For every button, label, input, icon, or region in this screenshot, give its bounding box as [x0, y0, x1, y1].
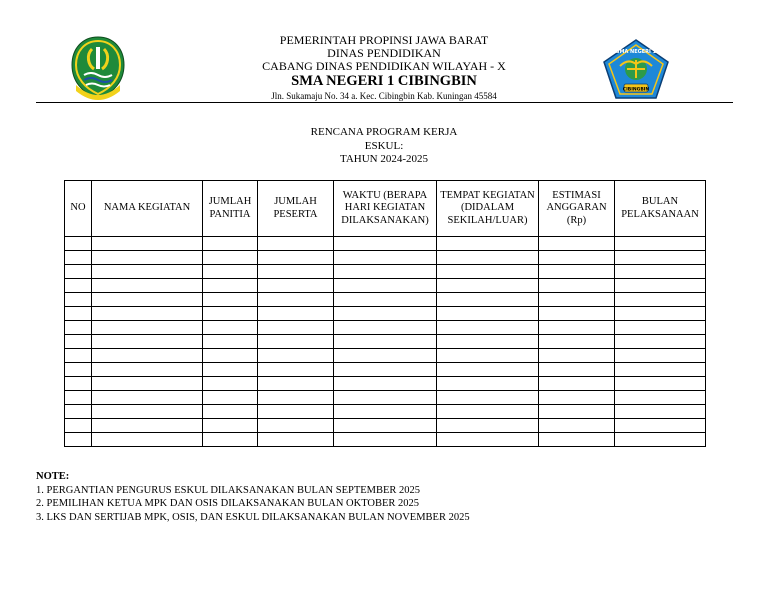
- table-cell[interactable]: [258, 391, 334, 405]
- table-cell[interactable]: [65, 377, 92, 391]
- table-cell[interactable]: [92, 293, 203, 307]
- table-cell[interactable]: [539, 391, 615, 405]
- notes-section: [36, 470, 470, 524]
- table-cell[interactable]: [539, 335, 615, 349]
- table-cell[interactable]: [539, 419, 615, 433]
- table-row: [65, 391, 706, 405]
- table-cell[interactable]: [615, 335, 706, 349]
- table-cell[interactable]: [92, 405, 203, 419]
- table-cell[interactable]: [203, 391, 258, 405]
- table-cell[interactable]: [437, 237, 539, 251]
- table-cell[interactable]: [203, 293, 258, 307]
- table-cell[interactable]: [539, 307, 615, 321]
- table-cell[interactable]: [258, 377, 334, 391]
- table-cell[interactable]: [334, 237, 437, 251]
- table-row: [65, 377, 706, 391]
- table-row: [65, 433, 706, 447]
- table-cell[interactable]: [258, 237, 334, 251]
- table-row: [65, 405, 706, 419]
- table-cell[interactable]: [65, 391, 92, 405]
- table-cell[interactable]: [65, 265, 92, 279]
- table-cell[interactable]: [437, 279, 539, 293]
- table-cell[interactable]: [437, 405, 539, 419]
- table-cell[interactable]: [615, 237, 706, 251]
- table-cell[interactable]: [92, 419, 203, 433]
- table-cell[interactable]: [65, 335, 92, 349]
- table-cell[interactable]: [258, 335, 334, 349]
- table-cell[interactable]: [437, 391, 539, 405]
- table-cell[interactable]: [258, 419, 334, 433]
- table-cell[interactable]: [539, 321, 615, 335]
- table-row: [65, 307, 706, 321]
- table-cell[interactable]: [203, 419, 258, 433]
- table-cell[interactable]: [437, 419, 539, 433]
- table-cell[interactable]: [203, 335, 258, 349]
- table-cell[interactable]: [615, 391, 706, 405]
- logo-right-text-top: SMA NEGERI 1: [615, 49, 657, 55]
- table-row: [65, 321, 706, 335]
- table-cell[interactable]: [539, 279, 615, 293]
- table-cell[interactable]: [334, 307, 437, 321]
- table-cell[interactable]: [92, 377, 203, 391]
- title-line-3: TAHUN 2024-2025: [339, 153, 429, 165]
- table-cell[interactable]: [437, 321, 539, 335]
- table-cell[interactable]: [258, 405, 334, 419]
- table-cell[interactable]: [65, 307, 92, 321]
- table-cell[interactable]: [92, 335, 203, 349]
- table-cell[interactable]: [615, 251, 706, 265]
- column-header-waktu: WAKTU (BERAPA HARI KEGIATAN DILAKSANAKAN): [334, 181, 437, 237]
- table-cell[interactable]: [258, 265, 334, 279]
- table-cell[interactable]: [615, 279, 706, 293]
- table-cell[interactable]: [92, 433, 203, 447]
- table-cell[interactable]: [258, 293, 334, 307]
- table-cell[interactable]: [539, 265, 615, 279]
- table-cell[interactable]: [258, 433, 334, 447]
- table-cell[interactable]: [615, 265, 706, 279]
- table-cell[interactable]: [92, 279, 203, 293]
- table-header-row: [65, 181, 706, 237]
- sman1-cibingbin-emblem-icon: [602, 38, 670, 100]
- letterhead-line-1: PEMERINTAH PROPINSI JAWA BARAT: [279, 33, 489, 47]
- table-cell[interactable]: [258, 307, 334, 321]
- table-cell[interactable]: [203, 405, 258, 419]
- program-table: [64, 180, 706, 447]
- school-name: SMA NEGERI 1 CIBINGBIN: [291, 73, 477, 89]
- title-line-2: ESKUL:: [364, 139, 404, 152]
- table-cell[interactable]: [334, 293, 437, 307]
- table-cell[interactable]: [258, 349, 334, 363]
- table-cell[interactable]: [615, 363, 706, 377]
- note-item: 3. LKS DAN SERTIJAB MPK, OSIS, DAN ESKUL DILAKSANAKAN BULAN NOVEMBER 2025: [36, 511, 470, 523]
- notes-title: NOTE:: [36, 471, 70, 482]
- table-cell[interactable]: [437, 293, 539, 307]
- table-row: [65, 363, 706, 377]
- table-cell[interactable]: [203, 265, 258, 279]
- letterhead-line-2: DINAS PENDIDIKAN: [327, 46, 441, 60]
- table-cell[interactable]: [203, 237, 258, 251]
- table-cell[interactable]: [334, 377, 437, 391]
- table-cell[interactable]: [437, 335, 539, 349]
- table-cell[interactable]: [65, 349, 92, 363]
- table-cell[interactable]: [92, 251, 203, 265]
- table-cell[interactable]: [65, 237, 92, 251]
- table-row: [65, 251, 706, 265]
- letterhead: [180, 34, 588, 102]
- table-cell[interactable]: [539, 405, 615, 419]
- table-cell[interactable]: [539, 363, 615, 377]
- note-item: 1. PERGANTIAN PENGURUS ESKUL DILAKSANAKAN BULAN SEPTEMBER 2025: [36, 484, 421, 496]
- table-cell[interactable]: [615, 349, 706, 363]
- table-row: [65, 419, 706, 433]
- table-cell[interactable]: [92, 237, 203, 251]
- logo-right-text-bottom: CIBINGBIN: [622, 87, 650, 93]
- table-cell[interactable]: [437, 307, 539, 321]
- table-cell[interactable]: [615, 321, 706, 335]
- table-cell[interactable]: [334, 279, 437, 293]
- letterhead-line-3: CABANG DINAS PENDIDIKAN WILAYAH - X: [262, 59, 506, 73]
- table-cell[interactable]: [92, 391, 203, 405]
- column-header-no: NO: [65, 181, 92, 237]
- table-cell[interactable]: [334, 363, 437, 377]
- table-row: [65, 265, 706, 279]
- table-cell[interactable]: [258, 321, 334, 335]
- table-cell[interactable]: [615, 419, 706, 433]
- table-cell[interactable]: [615, 433, 706, 447]
- table-cell[interactable]: [203, 307, 258, 321]
- column-header-jumlah-peserta: JUMLAH PESERTA: [258, 181, 334, 237]
- table-cell[interactable]: [203, 349, 258, 363]
- table-cell[interactable]: [334, 335, 437, 349]
- column-header-nama-kegiatan: NAMA KEGIATAN: [92, 181, 203, 237]
- table-body: [65, 237, 706, 447]
- table-cell[interactable]: [258, 363, 334, 377]
- table-cell[interactable]: [203, 363, 258, 377]
- table-cell[interactable]: [615, 377, 706, 391]
- table-cell[interactable]: [334, 405, 437, 419]
- table-cell[interactable]: [334, 321, 437, 335]
- table-cell[interactable]: [203, 433, 258, 447]
- table-cell[interactable]: [203, 321, 258, 335]
- column-header-bulan-pelaksanaan: BULAN PELAKSANAAN: [615, 181, 706, 237]
- table-cell[interactable]: [539, 237, 615, 251]
- column-header-tempat-kegiatan: TEMPAT KEGIATAN (DIDALAM SEKILAH/LUAR): [437, 181, 539, 237]
- table-cell[interactable]: [334, 349, 437, 363]
- table-cell[interactable]: [334, 391, 437, 405]
- table-cell[interactable]: [92, 265, 203, 279]
- table-cell[interactable]: [539, 293, 615, 307]
- table-row: [65, 335, 706, 349]
- table-cell[interactable]: [258, 251, 334, 265]
- table-cell[interactable]: [203, 377, 258, 391]
- table-cell[interactable]: [65, 363, 92, 377]
- table-cell[interactable]: [334, 251, 437, 265]
- table-cell[interactable]: [65, 433, 92, 447]
- table-cell[interactable]: [65, 405, 92, 419]
- table-cell[interactable]: [65, 251, 92, 265]
- table-row: [65, 293, 706, 307]
- table-cell[interactable]: [615, 405, 706, 419]
- column-header-estimasi-anggaran: ESTIMASI ANGGARAN (Rp): [539, 181, 615, 237]
- table-cell[interactable]: [203, 279, 258, 293]
- table-cell[interactable]: [92, 307, 203, 321]
- table-cell[interactable]: [539, 349, 615, 363]
- table-cell[interactable]: [334, 433, 437, 447]
- table-cell[interactable]: [92, 349, 203, 363]
- jawa-barat-emblem-icon: [70, 35, 126, 101]
- table-row: [65, 349, 706, 363]
- table-cell[interactable]: [65, 321, 92, 335]
- school-address: Jln. Sukamaju No. 34 a. Kec. Cibingbin Kab. Kuningan 45584: [271, 91, 497, 101]
- table-cell[interactable]: [65, 293, 92, 307]
- table-cell[interactable]: [539, 377, 615, 391]
- note-item: 2. PEMILIHAN KETUA MPK DAN OSIS DILAKSANAKAN BULAN OKTOBER 2025: [36, 498, 420, 509]
- table-cell[interactable]: [65, 419, 92, 433]
- table-cell[interactable]: [615, 293, 706, 307]
- document-title: [234, 126, 534, 167]
- title-line-1: RENCANA PROGRAM KERJA: [310, 126, 458, 138]
- column-header-jumlah-panitia: JUMLAH PANITIA: [203, 181, 258, 237]
- table-cell[interactable]: [334, 419, 437, 433]
- table-cell[interactable]: [539, 251, 615, 265]
- table-cell[interactable]: [437, 363, 539, 377]
- table-cell[interactable]: [437, 251, 539, 265]
- table-cell[interactable]: [92, 363, 203, 377]
- table-cell[interactable]: [203, 251, 258, 265]
- table-cell[interactable]: [437, 377, 539, 391]
- table-cell[interactable]: [437, 265, 539, 279]
- table-cell[interactable]: [65, 279, 92, 293]
- table-cell[interactable]: [437, 433, 539, 447]
- table-row: [65, 237, 706, 251]
- table-cell[interactable]: [334, 265, 437, 279]
- table-cell[interactable]: [258, 279, 334, 293]
- table-cell[interactable]: [615, 307, 706, 321]
- table-cell[interactable]: [437, 349, 539, 363]
- table-cell[interactable]: [539, 433, 615, 447]
- table-row: [65, 279, 706, 293]
- table-cell[interactable]: [92, 321, 203, 335]
- letterhead-divider: [36, 102, 733, 103]
